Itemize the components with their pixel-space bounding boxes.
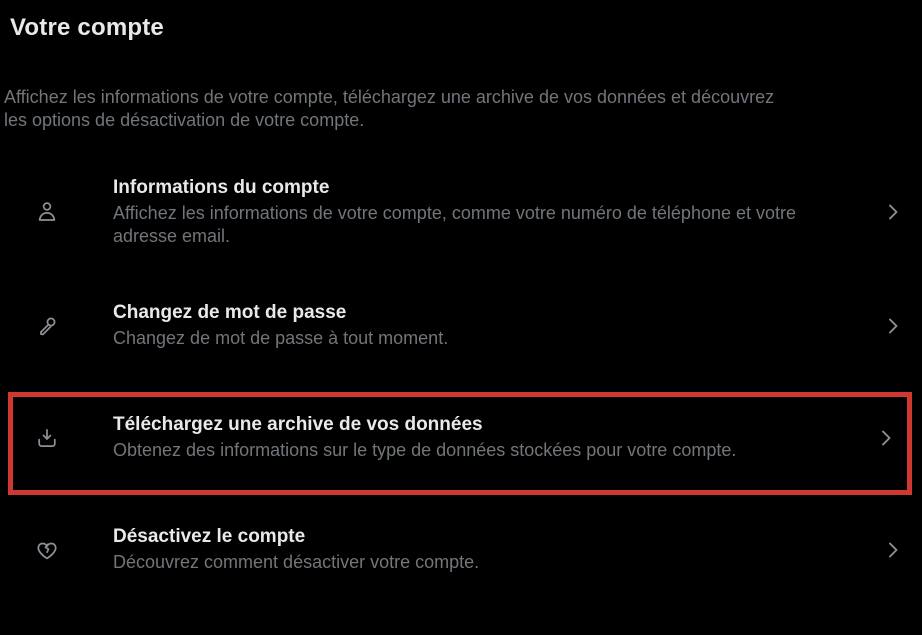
settings-item-subtitle: Affichez les informations de votre compte, comme votre numéro de téléphone et votre adresse email. xyxy=(113,203,797,246)
page-description: Affichez les informations de votre compte, téléchargez une archive de vos données et découvrez les options de désactivation de votre compte. xyxy=(4,87,775,130)
key-icon xyxy=(0,313,94,339)
chevron-right-icon xyxy=(872,538,914,562)
settings-item-title: Informations du compte xyxy=(113,177,330,198)
chevron-right-icon xyxy=(872,314,914,338)
person-icon xyxy=(0,199,94,225)
settings-item-title: Changez de mot de passe xyxy=(113,302,347,323)
broken-heart-icon xyxy=(0,537,94,563)
annotation-highlight-box xyxy=(8,392,912,495)
settings-item-title: Téléchargez une archive de vos données xyxy=(113,414,483,435)
chevron-right-icon xyxy=(865,426,907,450)
page-title: Votre compte xyxy=(10,14,164,41)
settings-item-title: Désactivez le compte xyxy=(113,526,306,547)
download-icon xyxy=(13,425,81,451)
settings-item-subtitle: Obtenez des informations sur le type de données stockées pour votre compte. xyxy=(113,440,737,460)
settings-item-change-password[interactable] xyxy=(0,301,922,350)
settings-item-download-archive[interactable] xyxy=(13,413,907,462)
settings-item-deactivate-account[interactable] xyxy=(0,525,922,574)
settings-item-account-information[interactable] xyxy=(0,176,922,248)
settings-item-subtitle: Changez de mot de passe à tout moment. xyxy=(113,328,449,348)
chevron-right-icon xyxy=(872,200,914,224)
settings-item-subtitle: Découvrez comment désactiver votre compte. xyxy=(113,552,480,572)
